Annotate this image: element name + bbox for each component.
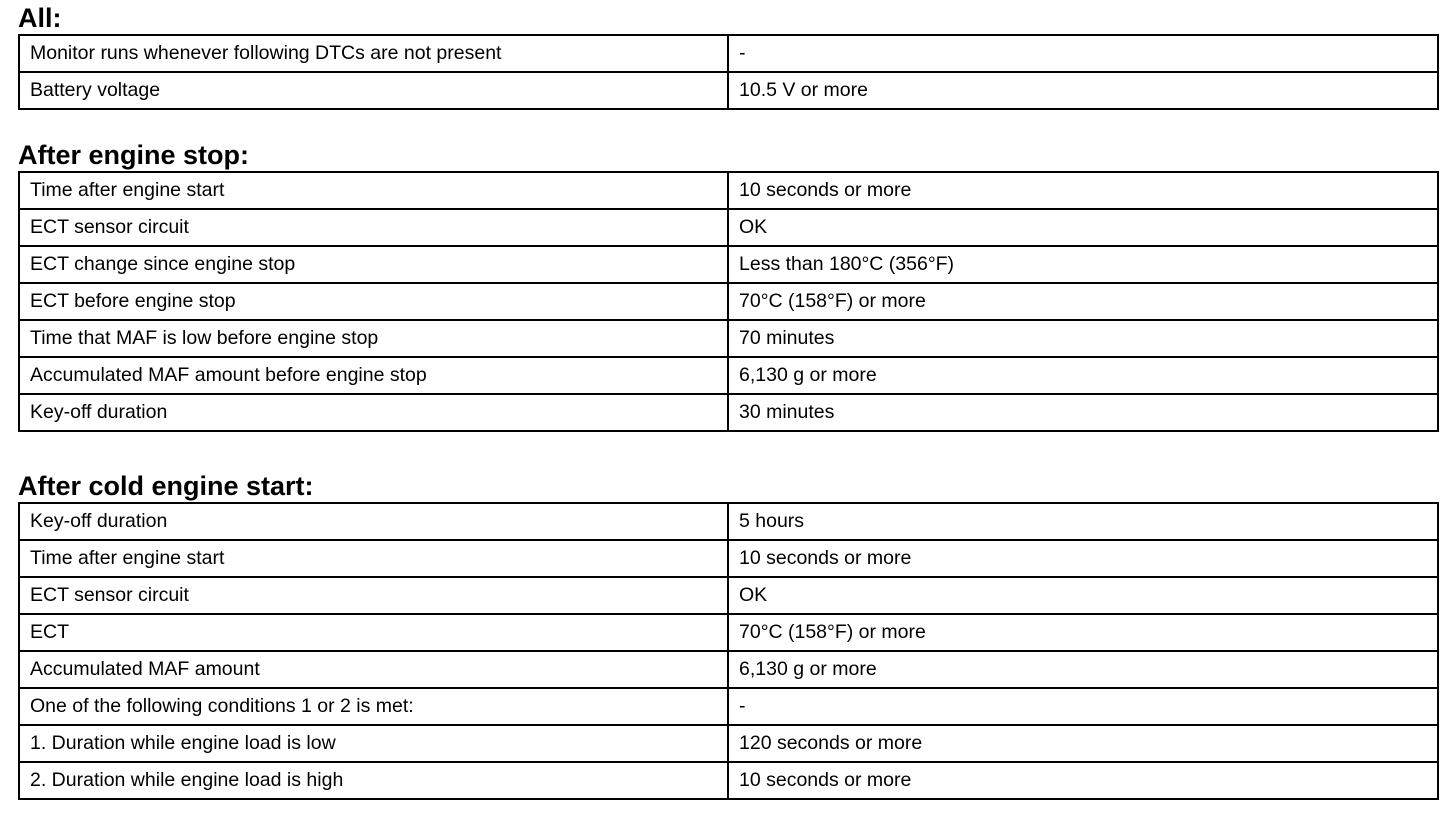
- condition-label: ECT sensor circuit: [19, 209, 728, 246]
- table-row: [19, 72, 1438, 109]
- condition-label: ECT change since engine stop: [19, 246, 728, 283]
- condition-value: 10 seconds or more: [728, 172, 1438, 209]
- table-row: [19, 320, 1438, 357]
- condition-value: -: [728, 35, 1438, 72]
- condition-label: 1. Duration while engine load is low: [19, 725, 728, 762]
- condition-label: Accumulated MAF amount: [19, 651, 728, 688]
- condition-value: 5 hours: [728, 503, 1438, 540]
- condition-value: OK: [728, 209, 1438, 246]
- condition-value: OK: [728, 577, 1438, 614]
- table-row: [19, 762, 1438, 799]
- table-row: [19, 688, 1438, 725]
- section-title-all: All:: [18, 3, 62, 33]
- table-row: [19, 503, 1438, 540]
- condition-value: Less than 180°C (356°F): [728, 246, 1438, 283]
- condition-label: Time after engine start: [19, 172, 728, 209]
- table-row: [19, 283, 1438, 320]
- condition-value: 10.5 V or more: [728, 72, 1438, 109]
- table-row: [19, 540, 1438, 577]
- section-title-after-cold-engine-start: After cold engine start:: [18, 471, 314, 501]
- condition-value: 10 seconds or more: [728, 540, 1438, 577]
- conditions-table-after-cold-engine-start: [18, 502, 1439, 800]
- table-row: [19, 394, 1438, 431]
- section-title-after-engine-stop: After engine stop:: [18, 140, 250, 170]
- condition-label: Key-off duration: [19, 394, 728, 431]
- section-after-cold-engine-start: [18, 470, 1435, 800]
- conditions-table-all: [18, 34, 1439, 110]
- condition-label: 2. Duration while engine load is high: [19, 762, 728, 799]
- table-row: [19, 651, 1438, 688]
- section-after-engine-stop: [18, 139, 1435, 432]
- condition-value: 6,130 g or more: [728, 357, 1438, 394]
- conditions-table-after-engine-stop: [18, 171, 1439, 432]
- condition-value: 70°C (158°F) or more: [728, 614, 1438, 651]
- condition-label: Key-off duration: [19, 503, 728, 540]
- table-row: [19, 577, 1438, 614]
- section-all: [18, 2, 1435, 110]
- condition-label: Accumulated MAF amount before engine stop: [19, 357, 728, 394]
- table-row: [19, 357, 1438, 394]
- table-row: [19, 35, 1438, 72]
- condition-label: One of the following conditions 1 or 2 is met:: [19, 688, 728, 725]
- condition-value: 70 minutes: [728, 320, 1438, 357]
- condition-value: 6,130 g or more: [728, 651, 1438, 688]
- condition-label: Time that MAF is low before engine stop: [19, 320, 728, 357]
- table-row: [19, 209, 1438, 246]
- condition-label: Monitor runs whenever following DTCs are not present: [19, 35, 728, 72]
- table-row: [19, 725, 1438, 762]
- condition-label: Battery voltage: [19, 72, 728, 109]
- table-row: [19, 614, 1438, 651]
- condition-label: ECT: [19, 614, 728, 651]
- condition-value: 10 seconds or more: [728, 762, 1438, 799]
- table-row: [19, 246, 1438, 283]
- condition-value: 70°C (158°F) or more: [728, 283, 1438, 320]
- condition-label: ECT before engine stop: [19, 283, 728, 320]
- condition-label: Time after engine start: [19, 540, 728, 577]
- condition-label: ECT sensor circuit: [19, 577, 728, 614]
- condition-value: 30 minutes: [728, 394, 1438, 431]
- condition-value: -: [728, 688, 1438, 725]
- table-row: [19, 172, 1438, 209]
- condition-value: 120 seconds or more: [728, 725, 1438, 762]
